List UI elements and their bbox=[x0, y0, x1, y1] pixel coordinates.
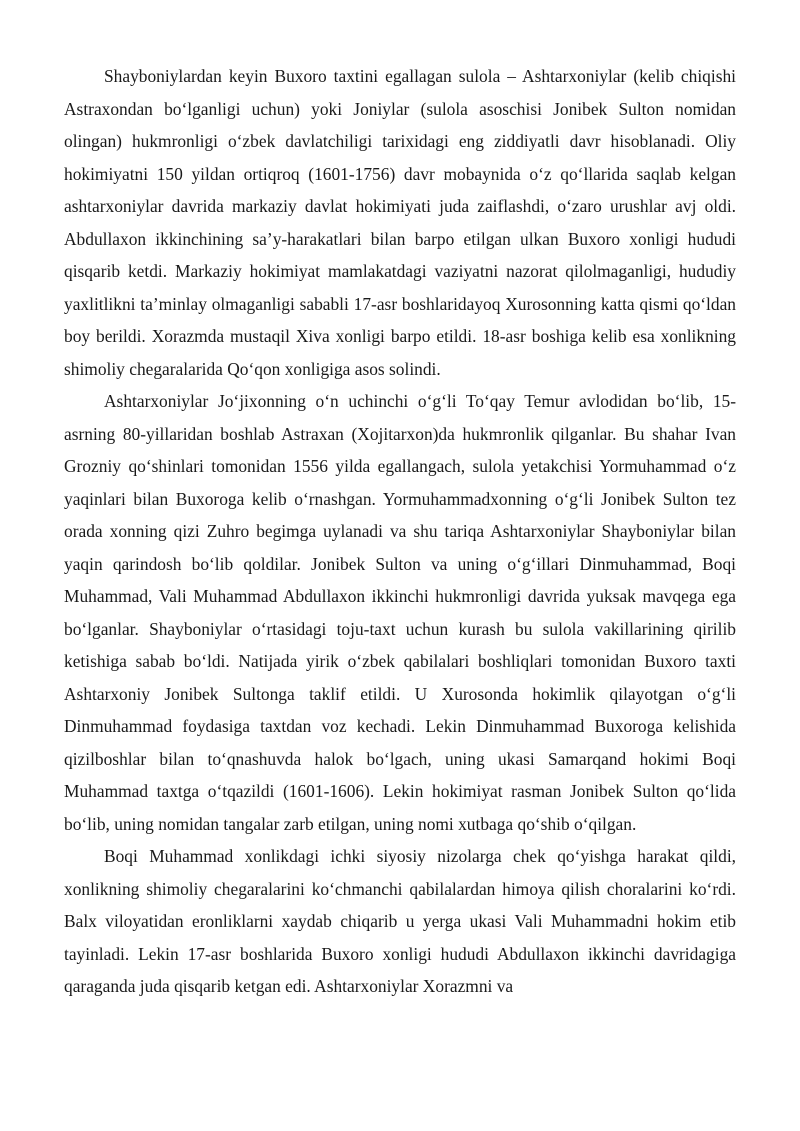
paragraph-3: Boqi Muhammad xonlikdagi ichki siyosiy nizolarga chek qo‘yishga harakat qildi, xonlikning shimoliy chegaralarini ko‘chmanchi qabilalardan himoya qilish choralarini ko‘rdi. Balx viloyatidan eronliklarni xaydab chiqarib u yerga ukasi Vali Muhammadni hokim etib tayinladi. Lekin 17-asr boshlarida Buxoro xonligi hududi Abdullaxon ikkinchi davridagiga qaraganda juda qisqarib ketgan edi. Ashtarxoniylar Xorazmni va bbox=[64, 846, 736, 996]
paragraph-1: Shayboniylardan keyin Buxoro taxtini egallagan sulola – Ashtarxoniylar (kelib chiqishi Astraxondan bo‘lganligi uchun) yoki Joniylar (sulola asoschisi Jonibek Sulton nomidan olingan) hukmronligi o‘zbek davlatchiligi tarixidagi eng ziddiyatli davr hisoblanadi. Oliy hokimiyatni 150 yildan ortiqroq (1601-1756) davr mobaynida o‘z qo‘llarida saqlab kelgan ashtarxoniylar davrida markaziy davlat hokimiyati juda zaiflashdi, o‘zaro urushlar avj oldi. Abdullaxon ikkinchining sa’y-harakatlari bilan barpo etilgan ulkan Buxoro xonligi hududi qisqarib ketdi. Markaziy hokimiyat mamlakatdagi vaziyatni nazorat qilolmaganligi, hududiy yaxlitlikni ta’minlay olmaganligi sababli 17-asr boshlaridayoq Xurosonning katta qismi qo‘ldan boy berildi. Xorazmda mustaqil Xiva xonligi barpo etildi. 18-asr boshiga kelib esa xonlikning shimoliy chegaralarida Qo‘qon xonligiga asos solindi. bbox=[64, 66, 736, 379]
paragraph-2: Ashtarxoniylar Jo‘jixonning o‘n uchinchi o‘g‘li To‘qay Temur avlodidan bo‘lib, 15-asrning 80-yillaridan boshlab Astraxan (Xojitarxon)da hukmronlik qilganlar. Bu shahar Ivan Grozniy qo‘shinlari tomonidan 1556 yilda egallangach, sulola yetakchisi Yormuhammad o‘z yaqinlari bilan Buxoroga kelib o‘rnashgan. Yormuhammadxonning o‘g‘li Jonibek Sulton tez orada xonning qizi Zuhro begimga uylanadi va shu tariqa Ashtarxoniylar Shayboniylar bilan yaqin qarindosh bo‘lib qoldilar. Jonibek Sulton va uning o‘g‘illari Dinmuhammad, Boqi Muhammad, Vali Muhammad Abdullaxon ikkinchi hukmronligi davrida yuksak mavqega ega bo‘lganlar. Shayboniylar o‘rtasidagi toju-taxt uchun kurash bu sulola vakillarining qirilib ketishiga sabab bo‘ldi. Natijada yirik o‘zbek qabilalari boshliqlari tomonidan Buxoro taxti Ashtarxoniy Jonibek Sultonga taklif etildi. U Xurosonda hokimlik qilayotgan o‘g‘li Dinmuhammad foydasiga taxtdan voz kechadi. Lekin Dinmuhammad Buxoroga kelishida qizilboshlar bilan to‘qnashuvda halok bo‘lgach, uning ukasi Samarqand hokimi Boqi Muhammad taxtga o‘tqazildi (1601-1606). Lekin hokimiyat rasman Jonibek Sulton qo‘lida bo‘lib, uning nomidan tangalar zarb etilgan, uning nomi xutbaga qo‘shib o‘qilgan. bbox=[64, 391, 736, 834]
document-page bbox=[64, 60, 736, 1003]
